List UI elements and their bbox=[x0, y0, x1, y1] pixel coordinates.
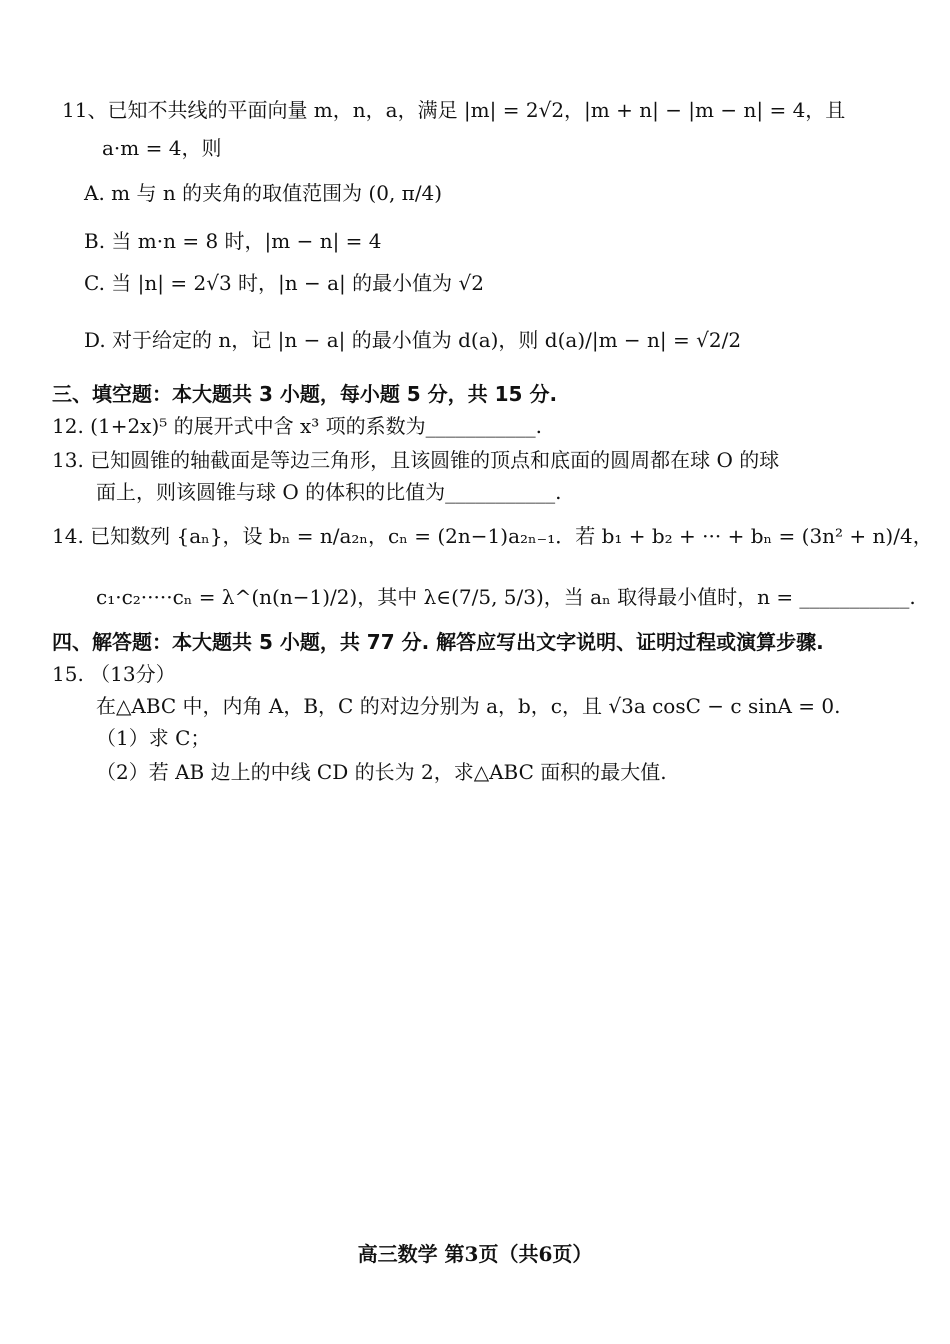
q11-option-d: D. 对于给定的 n，记 |n − a| 的最小值为 d(a)，则 d(a)/|m − n| = √2/2 bbox=[84, 328, 742, 352]
q12: 12. (1+2x)⁵ 的展开式中含 x³ 项的系数为___________. bbox=[52, 414, 542, 438]
q13-line1: 13. 已知圆锥的轴截面是等边三角形，且该圆锥的顶点和底面的圆周都在球 O 的球 bbox=[52, 448, 780, 472]
section3-heading: 三、填空题：本大题共 3 小题，每小题 5 分，共 15 分. bbox=[52, 382, 558, 406]
q11-option-b: B. 当 m·n = 8 时，|m − n| = 4 bbox=[84, 229, 382, 253]
q14-line2: c₁·c₂·····cₙ = λ^(n(n−1)/2)，其中 λ∈(7/5, 5/3)，当 aₙ 取得最小值时，n = ___________. bbox=[96, 585, 916, 609]
q13-line2: 面上，则该圆锥与球 O 的体积的比值为___________. bbox=[96, 480, 562, 504]
q15-stem: 在△ABC 中，内角 A，B，C 的对边分别为 a，b，c，且 √3a cosC − c sinA = 0. bbox=[96, 694, 841, 718]
q11-option-a: A. m 与 n 的夹角的取值范围为 (0, π/4) bbox=[84, 181, 443, 205]
q11-option-c: C. 当 |n| = 2√3 时，|n − a| 的最小值为 √2 bbox=[84, 271, 484, 295]
q14-line1: 14. 已知数列 {aₙ}，设 bₙ = n/a₂ₙ，cₙ = (2n−1)a₂ₙ₋₁．若 b₁ + b₂ + ··· + bₙ = (3n² + n)/4， bbox=[52, 524, 933, 548]
q15-part2: （2）若 AB 边上的中线 CD 的长为 2，求△ABC 面积的最大值. bbox=[96, 760, 667, 784]
q11-stem-line1: 11、已知不共线的平面向量 m，n，a，满足 |m| = 2√2，|m + n| − |m − n| = 4，且 bbox=[62, 98, 846, 122]
section4-heading: 四、解答题：本大题共 5 小题，共 77 分. 解答应写出文字说明、证明过程或演算步骤. bbox=[52, 630, 824, 654]
q11-stem-line2: a·m = 4，则 bbox=[102, 136, 222, 160]
q15-part1: （1）求 C； bbox=[96, 726, 211, 750]
page-footer: 高三数学 第3页（共6页） bbox=[357, 1242, 593, 1266]
q15-header: 15. （13分） bbox=[52, 662, 176, 686]
